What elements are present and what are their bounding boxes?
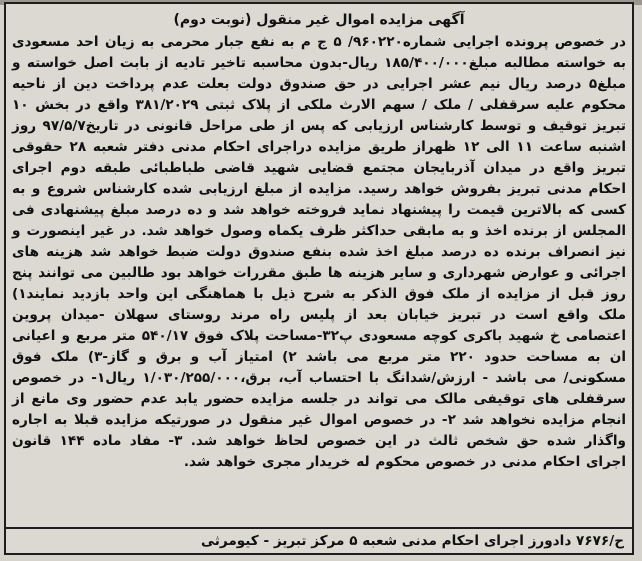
notice-title: آگهی مزایده اموال غیر منقول (نوبت دوم)	[173, 12, 465, 28]
notice-footer-signature: ح/۷۶۷۶ دادورز اجرای احکام مدنی شعبه ۵ مرکز تبریز - کیومرثی	[6, 527, 632, 551]
notice-body: در خصوص پرونده اجرایی شماره۹۶۰۲۲۰/ ۵ ج م به نفع جبار محرمی به زیان احد مسعودی به خواسته مطالبه مبلغ۱۸۵/۴۰۰/۰۰۰ ریال-بدون محاسبه تاخیر تادیه از بابت اصل خواسته و مبلغ۵ درصد ریال نیم عشر اجرایی در حق صندوق دولت بعلت عدم پرداخت دین از ناحیه محکوم علیه سرقفلی / ملک / سهم الارث ملکی از پلاک ثبتی ۳۸۱/۲۰۲۹ واقع در بخش ۱۰ تبریز توقیف و توسط کارشناس ارزیابی که پس از طی مراحل قانونی در تاریخ۹۷/۵/۷ روز اشنبه ساعت ۱۱ الی ۱۲ ظهراز طریق مزایده دراجرای احکام مدنی دفتر شعبه ۲۸ حقوقی تبریز واقع در میدان آذربایجان مجتمع قضایی شهید قاضی طباطبائی طبقه دوم اجرای احکام مدنی تبریز بفروش خواهد رسید. مزایده از مبلغ ارزیابی شده کارشناس شروع و به کسی که بالاترین قیمت را پیشنهاد نماید فروخته خواهد شد و ده درصد مبلغ پیشنهادی فی المجلس از برنده اخذ و به مابقی حداکثر ظرف یکماه وصول خواهد شد. در غیر اینصورت و نیز انصراف برنده ده درصد مبلغ اخذ شده بنفع صندوق دولت ضبط خواهد شد هزینه های اجرائی و عوارض شهرداری و سایر هزینه ها طبق مقررات خواهد بود طالبین می توانند پنج روز قبل از مزایده از ملک فوق الذکر به شرح ذیل با هماهنگی این واحد بازدید نمایند۱) ملک واقع است در تبریز خیابان بعد از پلیس راه مرند روستای سهلان -میدان پروین اعتصامی خ شهید باکری کوچه مسعودی پ۳۲-مساحت پلاک فوق ۵۴۰/۱۷ متر مربع و اعیانی ان به مساحت حدود ۲۲۰ متر مربع می باشد ۲) امتیاز آب و برق و گاز-۳) ملک فوق مسکونی/ می باشد - ارزش/شدانگ با احتساب آب، برق،۱/۰۳۰/۲۵۵/۰۰۰ ریال۱- در خصوص سرقفلی های توقیفی مالک می تواند در جلسه مزایده حضور یابد عدم حضور وی مانع از انجام مزایده نخواهد شد ۲- در خصوص اموال غیر منقول در صورتیکه مزایده قبلا به اجاره واگذار شده حق شخص ثالث در این خصوص لحاظ خواهد شد. ۳- مفاد ماده ۱۴۴ قانون اجرای احکام مدنی در خصوص محکوم له خریدار مجری خواهد شد.	[12, 34, 627, 470]
auction-notice-box	[4, 2, 634, 555]
